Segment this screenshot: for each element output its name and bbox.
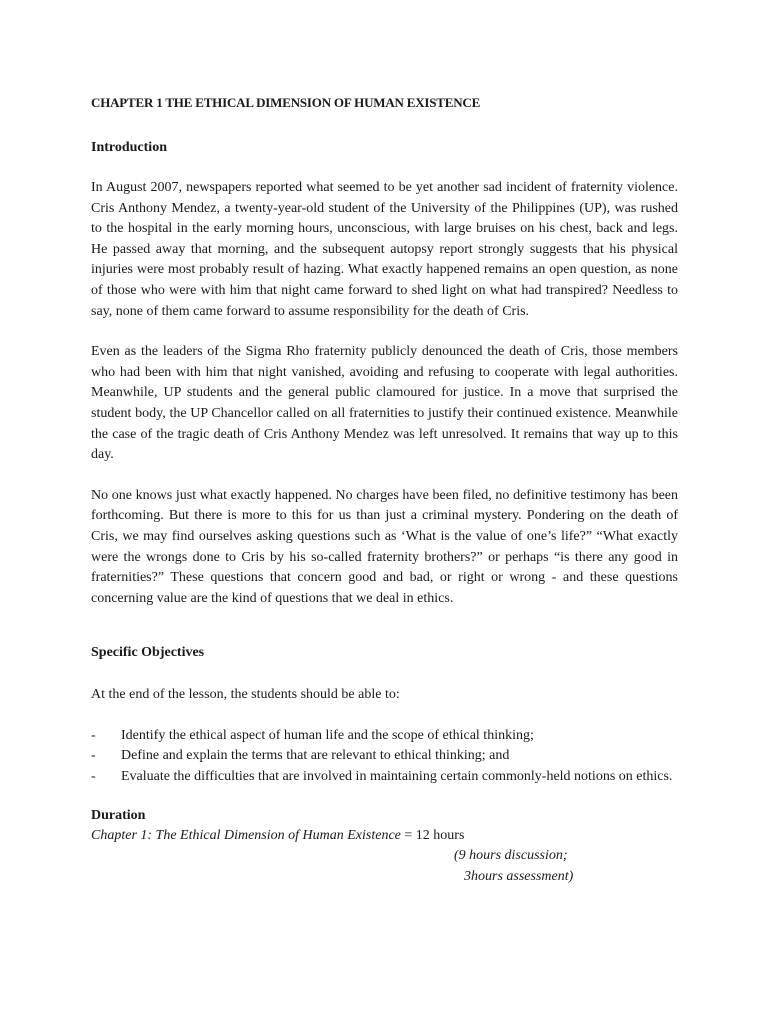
duration-value: = 12 hours [400,827,465,843]
list-bullet: - [91,769,96,785]
duration-note-2: 3hours assessment) [464,868,574,884]
duration-heading: Duration [91,807,146,823]
list-item [91,767,678,788]
objective-text: Evaluate the difficulties that are involved in maintaining certain commonly-held notions on ethics. [121,769,673,785]
objective-text: Identify the ethical aspect of human life and the scope of ethical thinking; [121,727,534,743]
objectives-list [91,726,678,788]
duration-chapter-label: Chapter 1: The Ethical Dimension of Human Existence [91,827,401,843]
list-item [91,726,678,747]
duration-line [91,826,678,847]
list-item [91,746,678,767]
chapter-title: CHAPTER 1 THE ETHICAL DIMENSION OF HUMAN EXISTENCE [91,95,481,110]
list-bullet: - [91,748,96,764]
objectives-heading: Specific Objectives [91,645,205,661]
document-page [91,80,678,887]
duration-note-1: (9 hours discussion; [454,848,568,864]
objectives-lead: At the end of the lesson, the students should be able to: [91,687,400,703]
intro-paragraph-2: Even as the leaders of the Sigma Rho fraternity publicly denounced the death of Cris, those members who had been with him that night vanished, avoiding and refusing to cooperate with legal authorities. Meanwhile, UP students and the general public clamoured for justice. In a move that surprised the student body, the UP Chancellor called on all fraternities to justify their continued existence. Meanwhile the case of the tragic death of Cris Anthony Mendez was left unresolved. It remains that way up to this day. [91,344,678,463]
intro-paragraph-1: In August 2007, newspapers reported what seemed to be yet another sad incident of fraternity violence. Cris Anthony Mendez, a twenty-year-old student of the University of the Philippines (UP), was rushed to the hospital in the early morning hours, unconscious, with large bruises on his chest, back and legs. He passed away that morning, and the subsequent autopsy report strongly suggests that his physical injuries were most probably result of hazing. What exactly happened remains an open question, as none of those who were with him that night came forward to shed light on what had transpired? Needless to say, none of them came forward to assume responsibility for the death of Cris. [91,180,678,319]
objective-text: Define and explain the terms that are relevant to ethical thinking; and [121,748,510,764]
introduction-heading: Introduction [91,140,167,155]
intro-paragraph-3: No one knows just what exactly happened. No charges have been filed, no definitive testimony has been forthcoming. But there is more to this for us than just a criminal mystery. Pondering on the death of Cris, we may find ourselves asking questions such as ‘What is the value of one’s life?” “What exactly were the wrongs done to Cris by his so-called fraternity brothers?” or perhaps “is there any good in fraternities?” These questions that concern good and bad, or right or wrong - and these questions concerning value are the kind of questions that we deal in ethics. [91,487,678,606]
list-bullet: - [91,727,96,743]
